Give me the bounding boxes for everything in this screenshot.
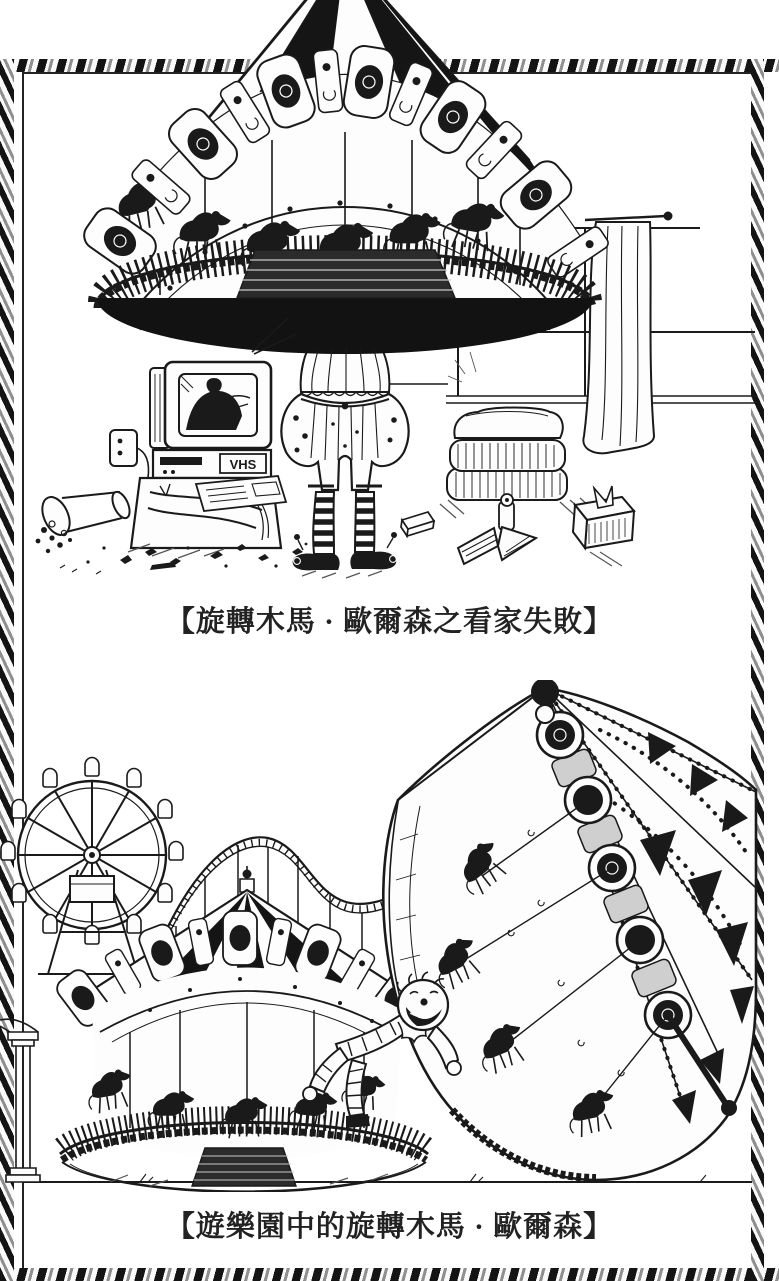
- pillar: [0, 1019, 40, 1182]
- illustration-carousel-on-olson: [0, 0, 779, 580]
- power-plug: [110, 430, 149, 478]
- tissue-box: [573, 486, 634, 566]
- bottom-ribbon-border: [0, 1268, 779, 1281]
- eraser-block: [401, 512, 434, 536]
- carousel: [79, 0, 611, 392]
- vhs-deck: [153, 450, 271, 478]
- vhs-label: VHS: [229, 457, 257, 472]
- spilled-cup: [36, 489, 133, 553]
- tilted-flying-carousel: [383, 680, 756, 1180]
- caption-bottom: 【遊樂園中的旋轉木馬 · 歐爾森】: [165, 1211, 614, 1243]
- front-steps: [192, 1148, 296, 1186]
- illustration-amusement-park: [0, 680, 779, 1192]
- crt-tv-stack: [110, 318, 296, 558]
- open-book: [458, 527, 536, 564]
- front-steps: [237, 250, 455, 298]
- carousel-underside: [97, 298, 593, 354]
- caption-top: 【旋轉木馬 · 歐爾森之看家失敗】: [165, 606, 614, 638]
